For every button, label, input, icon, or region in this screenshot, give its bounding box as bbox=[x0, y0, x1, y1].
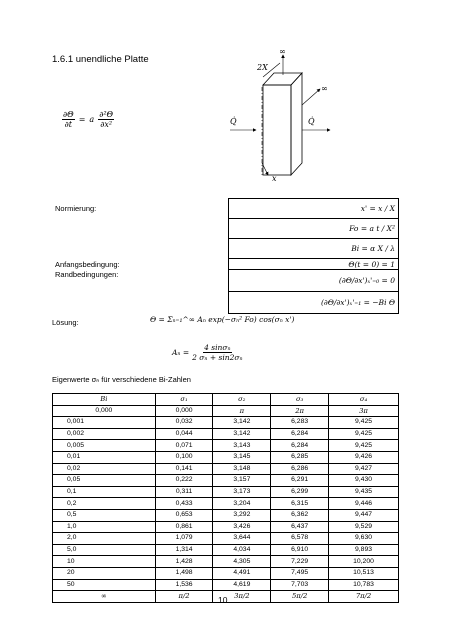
table-cell: 3,142 bbox=[213, 417, 271, 429]
table-cell: 0,032 bbox=[155, 417, 213, 429]
table-cell: 9,425 bbox=[329, 417, 399, 429]
table-cell: 0,433 bbox=[155, 498, 213, 510]
table-cell: 0,000 bbox=[53, 405, 156, 417]
header-sigma4: σ₄ bbox=[329, 394, 399, 406]
header-sigma3: σ₃ bbox=[271, 394, 329, 406]
table-cell: 7,229 bbox=[271, 556, 329, 568]
q-right-label: Q̇ bbox=[308, 117, 315, 126]
table-cell: 1,428 bbox=[155, 556, 213, 568]
table-cell: 10,513 bbox=[329, 567, 399, 579]
table-row bbox=[53, 509, 399, 521]
table-cell: 3,143 bbox=[213, 440, 271, 452]
table-row bbox=[53, 533, 399, 545]
table-cell: 6,437 bbox=[271, 521, 329, 533]
table-cell: 0,653 bbox=[155, 509, 213, 521]
anfang-label: Anfangsbedingung: bbox=[55, 259, 120, 269]
table-cell: 3,142 bbox=[213, 428, 271, 440]
infinity-right-arrow bbox=[302, 89, 320, 105]
infinity-right-label: ∞ bbox=[321, 84, 328, 93]
loesung-label: Lösung: bbox=[52, 318, 79, 327]
table-cell: 4,305 bbox=[213, 556, 271, 568]
plate-front-face bbox=[263, 85, 291, 175]
x-label: x bbox=[272, 174, 277, 183]
table-cell: 3,426 bbox=[213, 521, 271, 533]
infinity-top-label: ∞ bbox=[279, 47, 286, 56]
width-label: 2X bbox=[257, 63, 268, 72]
table-cell: π/2 bbox=[155, 591, 213, 603]
table-cell: 20 bbox=[53, 567, 156, 579]
initial-condition: Θ(t = 0) = 1 bbox=[229, 259, 399, 270]
table-row bbox=[53, 475, 399, 487]
normierung-label: Normierung: bbox=[55, 204, 97, 213]
table-cell: 3π bbox=[329, 405, 399, 417]
table-cell: π bbox=[213, 405, 271, 417]
table-cell: 0,002 bbox=[53, 428, 156, 440]
table-cell: 0,02 bbox=[53, 463, 156, 475]
table-cell: 6,910 bbox=[271, 544, 329, 556]
table-cell: 2π bbox=[271, 405, 329, 417]
table-cell: 0,001 bbox=[53, 417, 156, 429]
table-row bbox=[53, 579, 399, 591]
table-row bbox=[53, 544, 399, 556]
coefficient-formula: Aₙ = $\frac{\text{4 sinσₙ}}{\text{2 σₙ + sin2σₙ}}$ bbox=[172, 343, 243, 362]
table-cell: 50 bbox=[53, 579, 156, 591]
table-cell: 0,05 bbox=[53, 475, 156, 487]
table-cell: 7,703 bbox=[271, 579, 329, 591]
table-cell: 6,284 bbox=[271, 428, 329, 440]
table-cell: 4,034 bbox=[213, 544, 271, 556]
table-cell: 0,2 bbox=[53, 498, 156, 510]
table-cell: 3π/2 bbox=[213, 591, 271, 603]
table-row bbox=[53, 486, 399, 498]
header-bi: Bi bbox=[53, 394, 156, 406]
table-cell: 9,630 bbox=[329, 533, 399, 545]
table-cell: 9,446 bbox=[329, 498, 399, 510]
table-cell: 3,292 bbox=[213, 509, 271, 521]
table-cell: 9,425 bbox=[329, 428, 399, 440]
table-row bbox=[53, 567, 399, 579]
boundary-condition-2: (∂Θ/∂x')ₓ'₌₁ = −Bi Θ bbox=[229, 292, 399, 314]
table-row bbox=[53, 428, 399, 440]
table-cell: 6,284 bbox=[271, 440, 329, 452]
table-cell: 0,01 bbox=[53, 451, 156, 463]
table-cell: 1,498 bbox=[155, 567, 213, 579]
table-cell: 0,861 bbox=[155, 521, 213, 533]
table-cell: 7π/2 bbox=[329, 591, 399, 603]
solution-formula: Θ = Σₙ₌₁^∞ Aₙ exp(−σₙ² Fo) cos(σₙ x') bbox=[150, 315, 295, 324]
table-cell: 3,145 bbox=[213, 451, 271, 463]
table-cell: 9,435 bbox=[329, 486, 399, 498]
parameter-table bbox=[52, 198, 399, 314]
heat-equation: $\frac{\partial\Theta}{\partial t}$ = a $\frac{\text{∂²Θ}}{\text{∂x²}}$ bbox=[63, 110, 114, 129]
table-cell: 9,893 bbox=[329, 544, 399, 556]
table-cell: 3,644 bbox=[213, 533, 271, 545]
table-cell: 1,079 bbox=[155, 533, 213, 545]
table-cell: 9,425 bbox=[329, 440, 399, 452]
boundary-condition-1: (∂Θ/∂x')ₓ'₌₀ = 0 bbox=[229, 270, 399, 292]
plate-diagram bbox=[220, 45, 350, 185]
table-cell: 0,311 bbox=[155, 486, 213, 498]
table-cell: 6,285 bbox=[271, 451, 329, 463]
table-cell: 5,0 bbox=[53, 544, 156, 556]
table-cell: 5π/2 bbox=[271, 591, 329, 603]
eigenvalue-table bbox=[52, 393, 399, 603]
table-row bbox=[53, 498, 399, 510]
table-cell: 3,157 bbox=[213, 475, 271, 487]
header-sigma1: σ₁ bbox=[155, 394, 213, 406]
table-row bbox=[53, 440, 399, 452]
table-cell: 6,291 bbox=[271, 475, 329, 487]
table-row bbox=[53, 521, 399, 533]
eigenvalues-label: Eigenwerte σₙ für verschiedene Bi-Zahlen bbox=[52, 375, 191, 384]
section-title: 1.6.1 unendliche Platte bbox=[52, 54, 149, 65]
table-cell: 9,430 bbox=[329, 475, 399, 487]
table-cell: 1,536 bbox=[155, 579, 213, 591]
table-cell: 10,200 bbox=[329, 556, 399, 568]
table-cell: 10 bbox=[53, 556, 156, 568]
fourier-number-definition: Fo = a t / X² bbox=[229, 219, 399, 239]
table-cell: 0,141 bbox=[155, 463, 213, 475]
table-row bbox=[53, 463, 399, 475]
table-cell: 3,148 bbox=[213, 463, 271, 475]
table-cell: 7,495 bbox=[271, 567, 329, 579]
plate-side-face bbox=[291, 73, 302, 175]
table-cell: 0,005 bbox=[53, 440, 156, 452]
table-cell: 10,783 bbox=[329, 579, 399, 591]
table-cell: 0,100 bbox=[155, 451, 213, 463]
table-cell: 3,173 bbox=[213, 486, 271, 498]
q-left-label: Q̇ bbox=[230, 117, 237, 126]
table-cell: 6,299 bbox=[271, 486, 329, 498]
table-cell: 0,1 bbox=[53, 486, 156, 498]
table-cell: 0,044 bbox=[155, 428, 213, 440]
table-cell: 9,427 bbox=[329, 463, 399, 475]
table-cell: 4,491 bbox=[213, 567, 271, 579]
rhs-fraction: $\frac{\text{∂²Θ}}{\text{∂x²}}$ bbox=[99, 110, 114, 129]
lhs-fraction: $\frac{\partial\Theta}{\partial t}$ bbox=[63, 110, 74, 129]
table-cell: 1,0 bbox=[53, 521, 156, 533]
table-cell: 6,283 bbox=[271, 417, 329, 429]
table-row bbox=[53, 417, 399, 429]
table-cell: 0,222 bbox=[155, 475, 213, 487]
table-cell: 0,000 bbox=[155, 405, 213, 417]
table-cell: 9,426 bbox=[329, 451, 399, 463]
table-cell: 2,0 bbox=[53, 533, 156, 545]
table-cell: 3,204 bbox=[213, 498, 271, 510]
table-cell: 0,071 bbox=[155, 440, 213, 452]
header-sigma2: σ₂ bbox=[213, 394, 271, 406]
table-cell: 1,314 bbox=[155, 544, 213, 556]
table-cell: 6,315 bbox=[271, 498, 329, 510]
table-row bbox=[53, 451, 399, 463]
table-cell: 6,286 bbox=[271, 463, 329, 475]
xprime-definition: x' = x / X bbox=[229, 199, 399, 219]
table-cell: 9,447 bbox=[329, 509, 399, 521]
rand-label: Randbedingungen: bbox=[55, 269, 119, 279]
table-cell: 0,5 bbox=[53, 509, 156, 521]
table-cell: 9,529 bbox=[329, 521, 399, 533]
table-row bbox=[53, 556, 399, 568]
table-cell: 6,362 bbox=[271, 509, 329, 521]
biot-number-definition: Bi = α X / λ bbox=[229, 239, 399, 259]
table-cell: ∞ bbox=[53, 591, 156, 603]
table-cell: 4,619 bbox=[213, 579, 271, 591]
table-cell: 6,578 bbox=[271, 533, 329, 545]
table-row bbox=[53, 405, 399, 417]
page-number: 10 bbox=[218, 595, 228, 605]
